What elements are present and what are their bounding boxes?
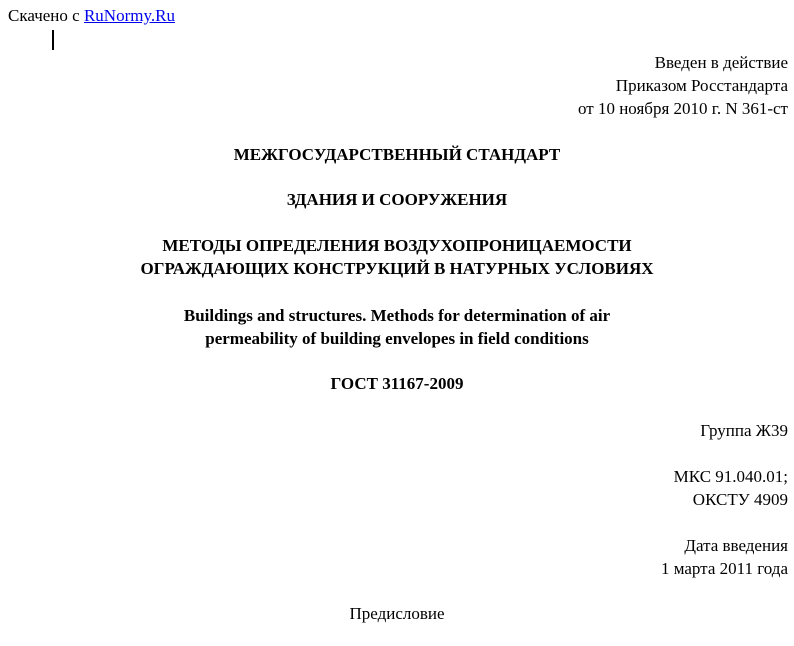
foreword-heading [0, 602, 794, 625]
classification-mks: МКС 91.040.01; [673, 467, 788, 486]
group-block [700, 419, 788, 442]
title-en-line-1: Buildings and structures. Methods for determination of air [183, 306, 611, 325]
classification-okstu: ОКСТУ 4909 [692, 490, 788, 509]
group-text: Группа Ж39 [700, 421, 788, 440]
effective-date-block [661, 534, 788, 580]
standard-number-text: ГОСТ 31167-2009 [330, 374, 464, 393]
introduction-block [578, 51, 788, 120]
effective-date-value: 1 марта 2011 года [660, 559, 788, 578]
standard-category-text: ЗДАНИЯ И СООРУЖЕНИЯ [286, 190, 508, 209]
text-cursor [52, 30, 54, 50]
standard-category [0, 188, 794, 211]
introduction-line-2: Приказом Росстандарта [615, 76, 788, 95]
title-ru-line-1: МЕТОДЫ ОПРЕДЕЛЕНИЯ ВОЗДУХОПРОНИЦАЕМОСТИ [162, 236, 632, 255]
standard-title-ru [0, 234, 794, 280]
title-en-line-2: permeability of building envelopes in field conditions [205, 329, 589, 348]
source-link[interactable]: RuNormy.Ru [83, 6, 175, 25]
introduction-line-3: от 10 ноября 2010 г. N 361-ст [578, 99, 788, 118]
standard-type-text: МЕЖГОСУДАРСТВЕННЫЙ СТАНДАРТ [233, 145, 561, 164]
source-prefix: Скачено с [8, 6, 84, 25]
title-ru-line-2: ОГРАЖДАЮЩИХ КОНСТРУКЦИЙ В НАТУРНЫХ УСЛОВИЯХ [140, 259, 654, 278]
standard-title-en [0, 304, 794, 350]
foreword-text: Предисловие [349, 604, 445, 623]
introduction-line-1: Введен в действие [654, 53, 788, 72]
standard-type [0, 143, 794, 166]
source-line [8, 6, 175, 26]
classification-block [674, 465, 788, 511]
effective-date-label: Дата введения [684, 536, 788, 555]
standard-number [0, 372, 794, 395]
